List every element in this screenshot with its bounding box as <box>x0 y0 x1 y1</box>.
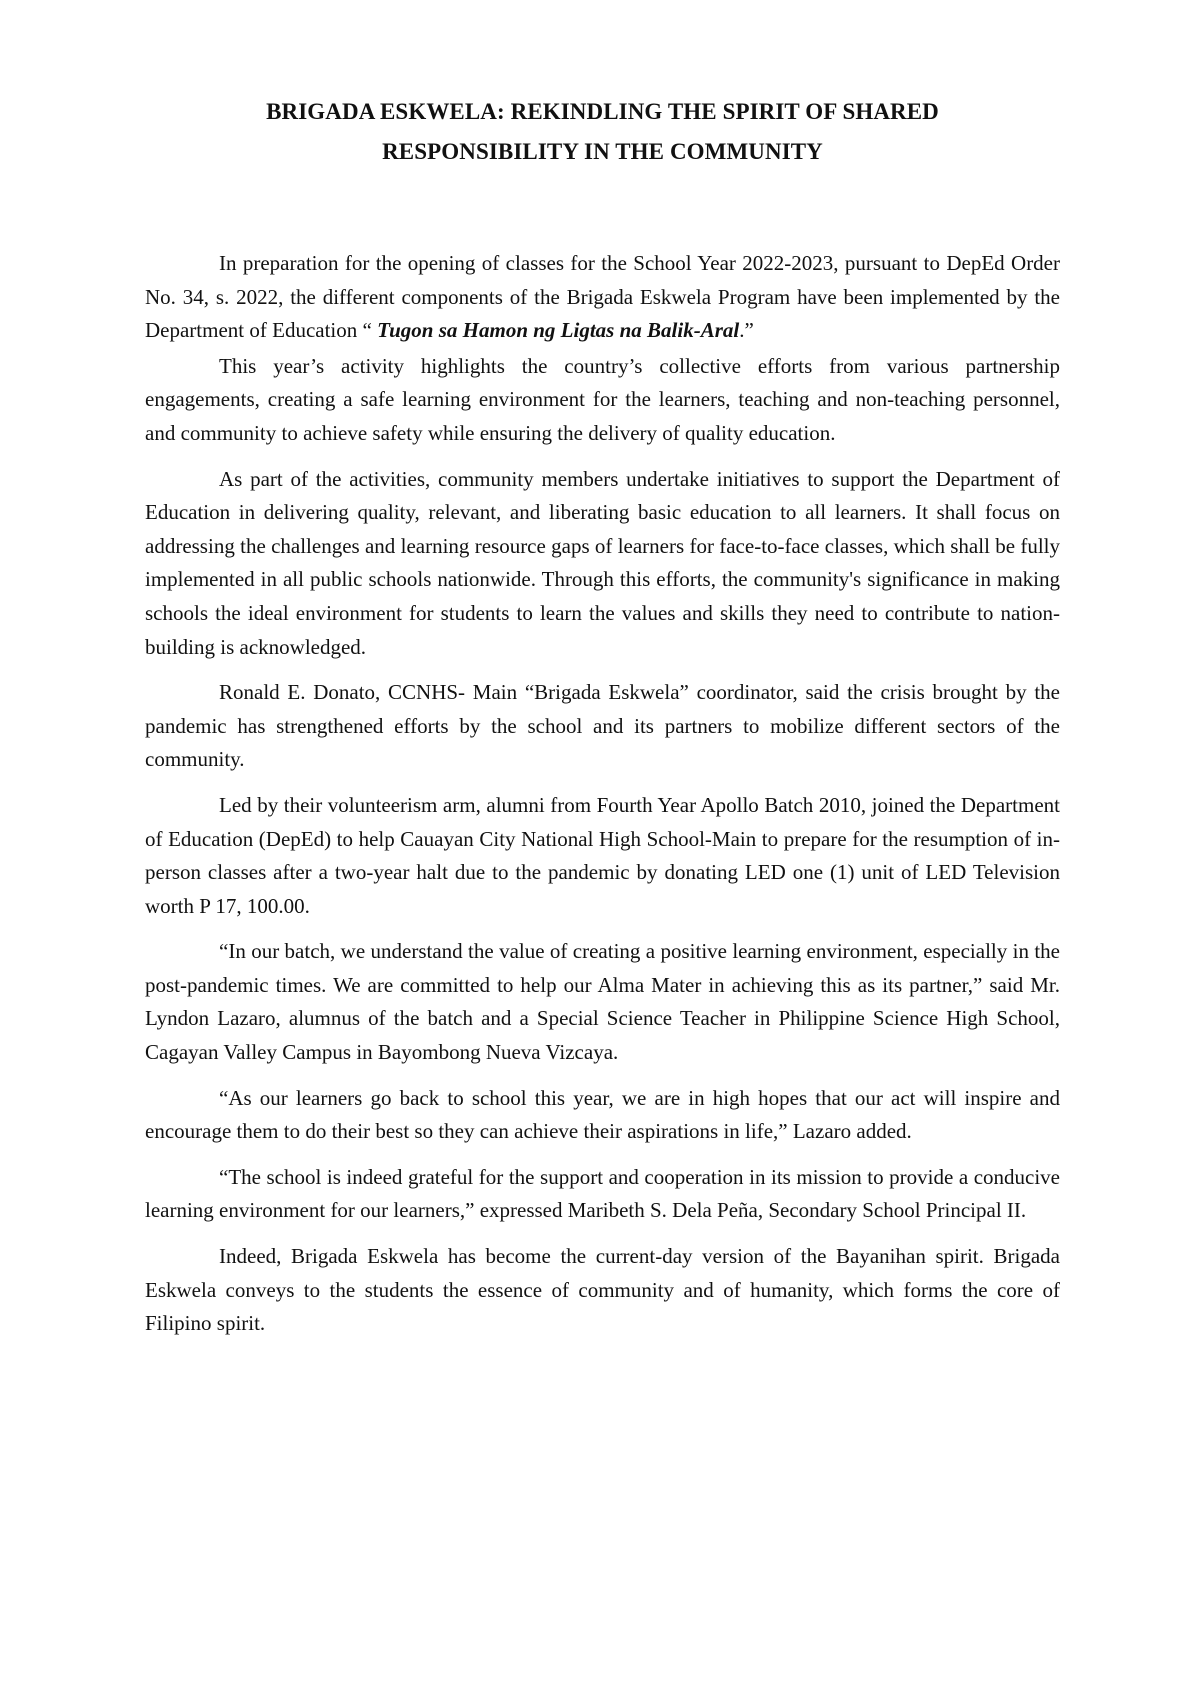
paragraph-intro-text: In preparation for the opening of classes for the School Year 2022-2023, pursuant to DepEd Order No. 34, s. 2022, the different components of the Brigada Eskwela Program have been implemented by the Department of Education “ <box>145 251 1060 343</box>
paragraph-alumni: Led by their volunteerism arm, alumni from Fourth Year Apollo Batch 2010, joined the Department of Education (DepEd) to help Cauayan City National High School-Main to prepare for the resumption of in-person classes after a two-year halt due to the pandemic by donating LED one (1) unit of LED Television worth P 17, 100.00. <box>145 792 1060 918</box>
document-page <box>145 92 1060 1353</box>
title-line-1: BRIGADA ESKWELA: REKINDLING THE SPIRIT OF SHARED <box>266 99 939 124</box>
paragraph-quote-hopes: “As our learners go back to school this year, we are in high hopes that our act will inspire and encourage them to do their best so they can achieve their aspirations in life,” Lazaro added. <box>145 1085 1060 1144</box>
paragraph-conclusion: Indeed, Brigada Eskwela has become the current-day version of the Bayanihan spirit. Brigada Eskwela conveys to the students the essence of community and of humanity, which forms the core of Filipino spirit. <box>145 1244 1060 1336</box>
paragraph-intro-end: .” <box>739 318 754 343</box>
paragraph-coordinator: Ronald E. Donato, CCNHS- Main “Brigada Eskwela” coordinator, said the crisis brought by the pandemic has strengthened efforts by the school and its partners to mobilize different sectors of the community. <box>145 680 1060 772</box>
paragraph-intro <box>145 247 1060 348</box>
paragraph-activities: As part of the activities, community members undertake initiatives to support the Department of Education in delivering quality, relevant, and liberating basic education to all learners. It shall focus on addressing the challenges and learning resource gaps of learners for face-to-face classes, which shall be fully implemented in all public schools nationwide. Through this efforts, the community's significance in making schools the ideal environment for students to learn the values and skills they need to contribute to nation-building is acknowledged. <box>145 466 1060 659</box>
paragraph-highlights: This year’s activity highlights the country’s collective efforts from various partnership engagements, creating a safe learning environment for the learners, teaching and non-teaching personnel, and community to achieve safety while ensuring the delivery of quality education. <box>145 353 1060 445</box>
title-line-2: RESPONSIBILITY IN THE COMMUNITY <box>382 139 823 164</box>
paragraph-quote-lazaro: “In our batch, we understand the value of creating a positive learning environment, especially in the post-pandemic times. We are committed to help our Alma Mater in achieving this as its partner,” said Mr. Lyndon Lazaro, alumnus of the batch and a Special Science Teacher in Philippine Science High School, Cagayan Valley Campus in Bayombong Nueva Vizcaya. <box>145 939 1060 1065</box>
slogan-emphasis: Tugon sa Hamon ng Ligtas na Balik-Aral <box>377 318 740 343</box>
paragraph-quote-principal: “The school is indeed grateful for the support and cooperation in its mission to provide a conducive learning environment for our learners,” expressed Maribeth S. Dela Peña, Secondary School Principal II. <box>145 1164 1060 1223</box>
document-title <box>145 92 1060 172</box>
